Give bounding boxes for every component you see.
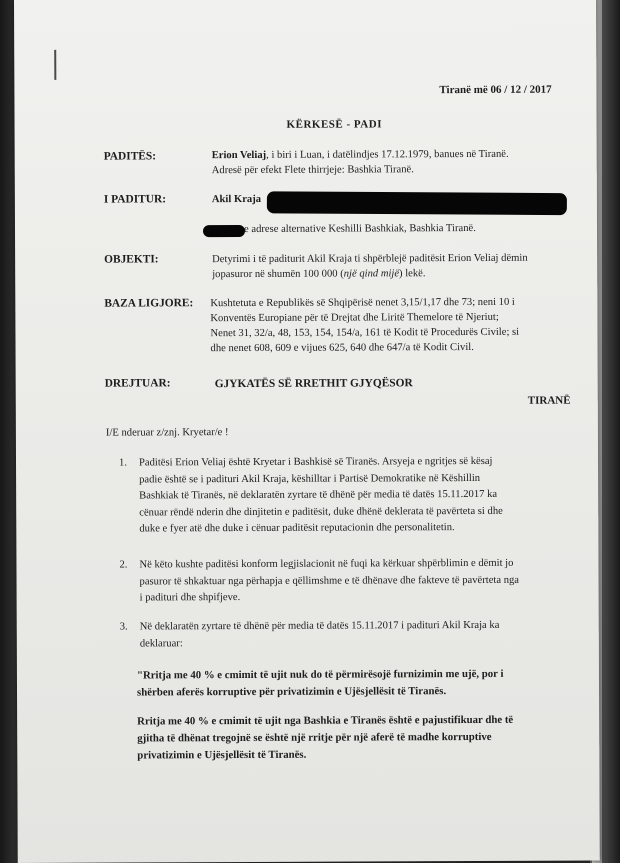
paragraph-1-line: padie është se i padituri Akil Kraja, këshilltar i Partisë Demokratike në Këshillin [139,472,481,485]
object-line-1: Detyrimi i të paditurit Akil Kraja ti shpërblejë paditësit Erion Veliaj dëmin [212,252,528,266]
quote-line: gjitha të dhënat tregojnë se është një rritje për një aferë të madhe korruptive [137,730,492,745]
legal-basis-label: BAZA LIGJORE: [104,297,194,310]
document-title: KËRKESË - PADI [286,118,382,131]
quote-line: Rritja me 40 % e cmimit të ujit nga Bashkia e Tiranës është e pajustifikuar dhe të [137,713,514,728]
legal-basis-line-4: dhe nenet 608, 609 e vijues 625, 640 dhe 647/a të Kodit Civil. [210,341,474,355]
plaintiff-label: PADITËS: [103,150,157,163]
quote-block-2 [137,712,513,765]
plaintiff-line-1 [212,148,509,163]
paragraph-2-number: 2. [119,559,128,571]
paragraph-2 [139,556,519,607]
defendant-name: Akil Kraja [211,193,262,206]
quote-block-1 [137,666,504,702]
defendant-label: I PADITUR: [103,193,167,206]
paragraph-2-line: Në këto kushte paditësi konform legjislacionit në fuqi ka kërkuar shpërblimin e dëmit jo [139,557,514,571]
paragraph-3-line: Në deklaratën zyrtare të dhënë për media të datës 15.11.2017 i padituri Akil Kraja ka [139,619,500,633]
salutation: I/E nderuar z/znj. Kryetar/e ! [105,427,229,439]
plaintiff-name: Erion Veliaj [211,149,267,162]
document-date: Tiranë më 06 / 12 / 2017 [439,83,552,97]
paragraph-3 [140,618,500,653]
object-line-2 [212,267,425,282]
object-label: OBJEKTI: [104,253,159,266]
paragraph-1-line: Bashkiak të Tiranës, në deklaratën zyrtare të dhënë për media të datës 15.11.2017 ka [139,488,498,502]
redaction-bar-1 [267,191,567,215]
plaintiff-details: , i biri i Luan, i datëlindjes 17.12.1979, banues në Tiranë. [266,148,509,161]
paragraph-1-number: 1. [118,457,127,469]
redaction-bar-2 [203,225,245,237]
plaintiff-line-2: Adresë për efekt Flete thirrjeje: Bashkia Tiranë. [211,164,414,177]
object-currency: ) lekë. [399,268,426,280]
defendant-line-2: e adrese alternative Keshilli Bashkiak, Bashkia Tiranë. [243,222,476,235]
paragraph-3-number: 3. [119,621,128,633]
margin-mark [54,50,56,80]
quote-line: shërben aferës korruptive për privatizimin e Ujësjellësit të Tiranës. [136,685,447,699]
paragraph-1 [139,454,503,538]
paragraph-1-line: cënuar rëndë nderin dhe dinjitetin e paditësit, duke dhënë deklerata të pavërteta si dhe [139,505,503,518]
legal-basis-line-2: Konventës Europiane për të Drejtat dhe Liritë Themelore të Njeriut; [210,311,499,325]
paragraph-1-line: Paditësi Erion Veliaj është Kryetar i Bashkisë së Tiranës. Arsyeja e ngritjes së kësaj [138,455,493,469]
quote-line: privatizimin e Ujësjellësit të Tiranës. [137,748,307,762]
paragraph-2-line: pasuror të shkaktuar nga përhapja e qëllimshme e të dhënave dhe fakteve të pavërteta nga [139,574,520,587]
legal-basis-line-1: Kushtetuta e Republikës së Shqipërisë nenet 3,15/1,17 dhe 73; neni 10 i [210,296,515,310]
paragraph-1-line: duke e fyer atë dhe duke i cënuar paditësit reputacionin dhe personalitetin. [139,522,455,535]
object-amount-words: një qind mijë [343,268,400,280]
court-city: TIRANË [527,394,571,407]
paragraph-2-line: i padituri dhe shpifjeve. [139,592,241,604]
quote-line: "Rritja me 40 % e cmimit të ujit nuk do të përmirësojë furnizimin me ujë, por i [136,667,504,682]
object-amount-text: jopasuror në shumën 100 000 ( [212,268,344,281]
document-page [14,0,600,863]
court-name: GJYKATËS SË RRETHIT GJYQËSOR [214,377,413,391]
paragraph-3-line: deklaruar: [139,637,183,649]
legal-basis-line-3: Nenet 31, 32/a, 48, 153, 154, 154/a, 161 të Kodit të Procedurës Civile; si [210,326,520,340]
addressed-label: DREJTUAR: [104,377,171,390]
